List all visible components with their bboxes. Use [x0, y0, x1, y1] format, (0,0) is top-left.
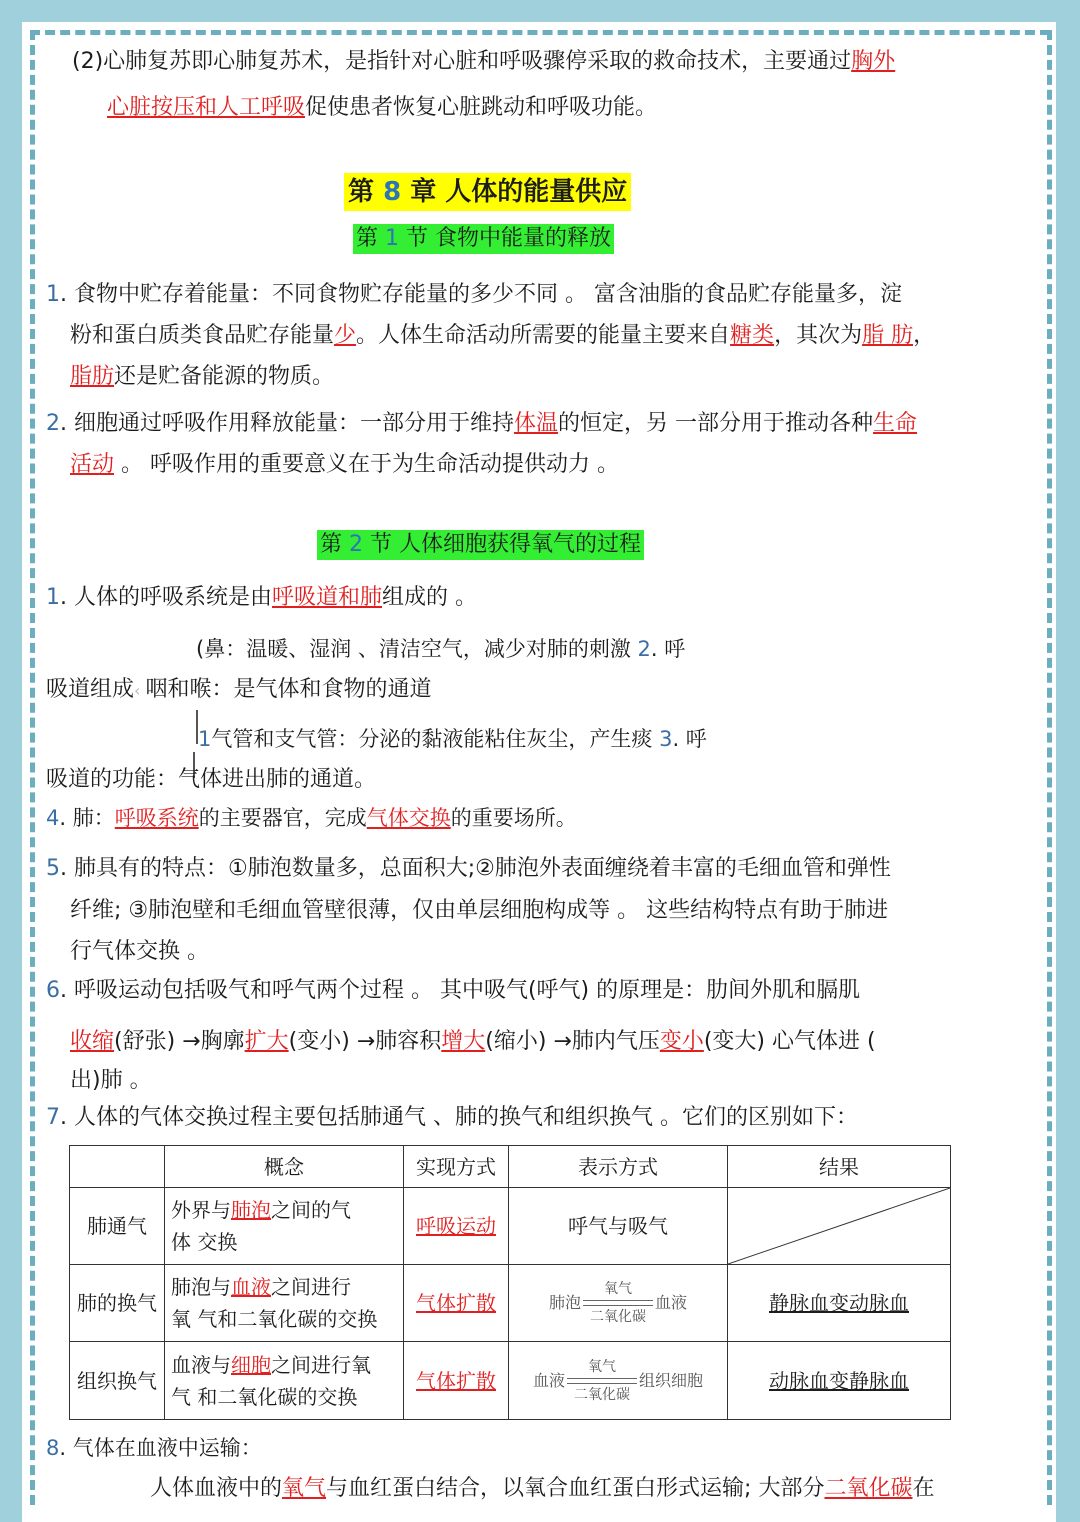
- diagonal-line: [728, 1188, 950, 1264]
- method-cell: [404, 1265, 509, 1342]
- answer-blank: 胸外: [851, 49, 896, 74]
- s1-item-2-line-2: 活动 。 呼吸作用的重要意义在于为生命活动提供动力 。: [70, 452, 619, 477]
- item-number: 2: [46, 411, 60, 436]
- double-arrow-icon: [583, 1297, 653, 1309]
- gas-exchange-table: [69, 1145, 951, 1420]
- item-number: 6: [46, 978, 60, 1003]
- answer-blank: 变小: [659, 1029, 704, 1054]
- answer-blank: 少: [334, 323, 357, 348]
- intro-line-1: [72, 47, 895, 77]
- answer-blank: 心脏按压和人工呼吸: [107, 95, 306, 120]
- table-row: [70, 1265, 951, 1342]
- s3-last-line: 人体血液中的氧气与血红蛋白结合，以氧合血红蛋白形式运输; 大部分二氧化碳在: [150, 1476, 935, 1501]
- s2-item-6-line-1: 6. 呼吸运动包括吸气和呼气两个过程 。 其中吸气(呼气) 的原理是：肋间外肌和膈肌: [46, 978, 861, 1003]
- answer-blank: 脂 肪: [862, 323, 914, 348]
- answer-blank: 氧气: [282, 1476, 327, 1501]
- answer-blank: 增大: [441, 1029, 486, 1054]
- item-number: 3: [659, 727, 673, 751]
- double-arrow-icon: [567, 1375, 637, 1387]
- item-number: 2: [637, 637, 651, 661]
- intro-line-2: [107, 93, 657, 123]
- table-header-cell: 概念: [165, 1146, 404, 1188]
- answer-blank: 呼吸道和肺: [272, 585, 383, 610]
- answer-blank: 气体交换: [366, 806, 451, 830]
- representation-cell: [509, 1265, 728, 1342]
- item-number: 5: [46, 856, 60, 881]
- s1-item-1-line-1: 1. 食物中贮存着能量：不同食物贮存能量的多少不同 。 富含油脂的食品贮存能量多，淀: [46, 282, 902, 307]
- item-number: 1: [46, 585, 60, 610]
- answer-blank: 气体扩散: [416, 1291, 496, 1315]
- s2-item-6-line-2: 收缩(舒张) →胸廓扩大(变小) →肺容积增大(缩小) →肺内气压变小(变大) 心气体进 (: [70, 1029, 876, 1054]
- dashed-border-left: [30, 30, 35, 1505]
- table-header-cell: 表示方式: [509, 1146, 728, 1188]
- item-number: 1: [46, 282, 60, 307]
- table-header-cell: 结果: [728, 1146, 951, 1188]
- s2-item-4: 4. 肺：呼吸系统的主要器官，完成气体交换的重要场所。: [46, 806, 577, 830]
- answer-blank: 糖类: [730, 323, 775, 348]
- dashed-border-top: [30, 30, 1050, 35]
- answer-blank: 扩大: [244, 1029, 289, 1054]
- concept-cell: 血液与细胞之间进行氧 气 和二氧化碳的交换: [165, 1342, 404, 1420]
- s2-item-5-line-2: 纤维; ③肺泡壁和毛细血管壁很薄，仅由单层细胞构成等 。 这些结构特点有助于肺进: [70, 898, 889, 923]
- representation-cell: [509, 1342, 728, 1420]
- item-number: 7: [46, 1105, 60, 1130]
- answer-blank: 呼吸系统: [114, 806, 199, 830]
- answer-blank: 呼吸运动: [416, 1214, 496, 1238]
- concept-cell: 肺泡与血液之间进行 氧 气和二氧化碳的交换: [165, 1265, 404, 1342]
- item-number: 8: [46, 1436, 60, 1460]
- s2-item-6-line-3: 出)肺 。: [70, 1068, 152, 1093]
- result-cell: 动脉血变静脉血: [728, 1342, 951, 1420]
- function-line: 吸道的功能：气体进出肺的通道。: [46, 767, 377, 792]
- section-title-1: 第 1 节 食物中能量的释放: [353, 224, 614, 254]
- s2-item-1: 1. 人体的呼吸系统是由呼吸道和肺组成的 。: [46, 585, 478, 610]
- answer-blank: 活动: [70, 452, 115, 477]
- result-cell-empty: [728, 1188, 951, 1265]
- trachea-line: 1气管和支气管：分泌的黏液能粘住灰尘，产生痰 3. 呼: [198, 727, 707, 751]
- intro-text: 促使患者恢复心脏跳动和呼吸功能。: [305, 95, 658, 120]
- table-header-cell: [70, 1146, 165, 1188]
- answer-blank: 气体扩散: [416, 1368, 496, 1393]
- row-name: 肺通气: [70, 1188, 165, 1265]
- item-number: 1: [198, 727, 212, 751]
- s2-item-7: 7. 人体的气体交换过程主要包括肺通气 、肺的换气和组织换气 。它们的区别如下：: [46, 1105, 858, 1130]
- exchange-equation: 肺泡 氧气 二氧化碳 血液: [548, 1281, 688, 1325]
- item-number: 4: [46, 806, 60, 830]
- representation-cell: 呼气与吸气: [509, 1188, 728, 1265]
- table-row: [70, 1188, 951, 1265]
- concept-cell: 外界与肺泡之间的气 体 交换: [165, 1188, 404, 1265]
- answer-blank: 生命: [873, 411, 918, 436]
- exchange-equation: 血液 氧气 二氧化碳 组织细胞: [532, 1358, 704, 1403]
- answer-blank: 细胞: [231, 1352, 271, 1377]
- result-cell: 静脉血变动脉血: [728, 1265, 951, 1342]
- answer-blank: 收缩: [70, 1029, 115, 1054]
- s1-item-1-line-3: 脂肪还是贮备能源的物质。: [70, 364, 335, 389]
- section-title-2: 第 2 节 人体细胞获得氧气的过程: [317, 530, 644, 560]
- s1-item-1-line-2: 粉和蛋白质类食品贮存能量少。人体生命活动所需要的能量主要来自糖类，其次为脂 肪，: [70, 323, 936, 348]
- table-header-row: [70, 1146, 951, 1188]
- method-cell: [404, 1342, 509, 1420]
- intro-text: (2)心肺复苏即心肺复苏术，是指针对心脏和呼吸骤停采取的救命技术，主要通过: [72, 49, 852, 74]
- answer-blank: 血液: [231, 1275, 271, 1299]
- dashed-border-right: [1047, 30, 1052, 1505]
- answer-blank: 体温: [514, 411, 559, 436]
- answer-blank: 脂肪: [70, 364, 115, 389]
- table-row: [70, 1342, 951, 1420]
- s2-item-5-line-1: 5. 肺具有的特点：①肺泡数量多，总面积大;②肺泡外表面缠绕着丰富的毛细血管和弹性: [46, 856, 891, 881]
- row-name: 组织换气: [70, 1342, 165, 1420]
- s2-item-5-line-3: 行气体交换 。: [70, 939, 209, 964]
- row-name: 肺的换气: [70, 1265, 165, 1342]
- method-cell: [404, 1188, 509, 1265]
- answer-blank: 二氧化碳: [824, 1476, 913, 1501]
- chapter-title: 第 8 章 人体的能量供应: [344, 173, 631, 211]
- s3-item-8: 8. 气体在血液中运输：: [46, 1436, 262, 1460]
- nose-line: (鼻：温暖、湿润 、清洁空气，减少对肺的刺激 2. 呼: [196, 637, 686, 661]
- table-header-cell: 实现方式: [404, 1146, 509, 1188]
- s1-item-2-line-1: 2. 细胞通过呼吸作用释放能量：一部分用于维持体温的恒定，另 一部分用于推动各种生命: [46, 411, 918, 436]
- compose-line: 吸道组成‹ 咽和喉：是气体和食物的通道: [46, 677, 432, 702]
- answer-blank: 肺泡: [231, 1198, 271, 1222]
